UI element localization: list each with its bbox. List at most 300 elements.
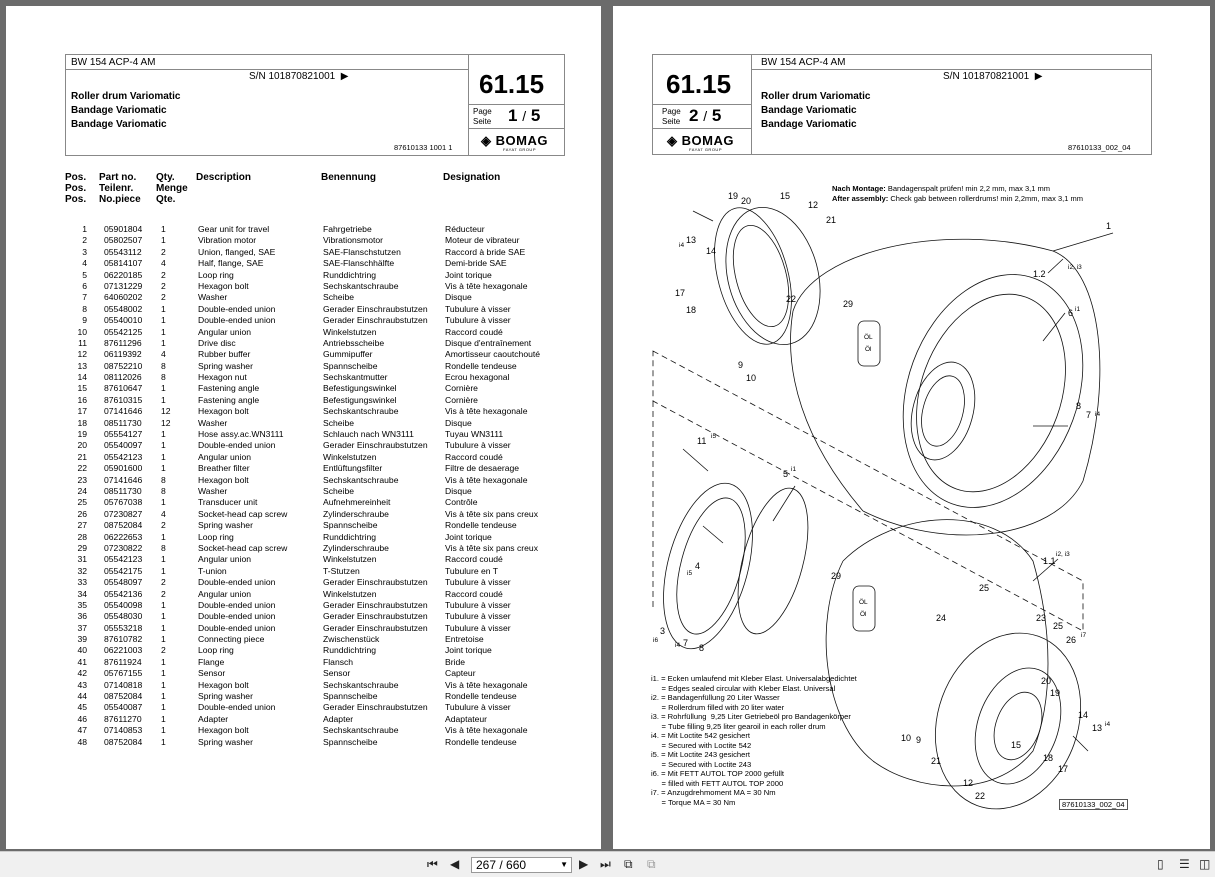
callout-14: 14	[706, 246, 717, 256]
next-page-button[interactable]: ▶	[579, 857, 589, 871]
cell-designation: Cornière	[445, 383, 478, 394]
table-row	[65, 224, 585, 235]
cell-description: Fastening angle	[198, 394, 260, 405]
cell-description: Socket-head cap screw	[198, 542, 288, 553]
cell-pos: 7	[82, 292, 87, 303]
note-line: i6. = Mit FETT AUTOL TOP 2000 gefüllt	[651, 769, 785, 778]
cell-description: Hexagon bolt	[198, 474, 249, 485]
cell-part-no: 08511730	[104, 417, 142, 428]
cell-description: Double-ended union	[198, 611, 276, 622]
cell-qty: 1	[161, 440, 166, 451]
col-desc: Description	[196, 172, 252, 183]
cell-part-no: 05540097	[104, 440, 143, 451]
continuous-view-icon[interactable]: ☰	[1179, 857, 1190, 871]
cell-description: Gear unit for travel	[198, 224, 270, 234]
callout-7-lower: 7	[683, 638, 689, 648]
cell-part-no: 05767038	[104, 497, 143, 508]
col-des: Designation	[443, 172, 501, 183]
callout-23: 23	[1036, 613, 1047, 623]
table-row	[65, 281, 585, 292]
callout-14-lower: 14	[1078, 710, 1089, 720]
cell-description: Double-ended union	[198, 440, 276, 451]
callout-8-lower: 8	[699, 643, 705, 653]
cell-designation: Tubulure à visser	[445, 315, 511, 326]
callout-19-lower: 19	[1050, 688, 1061, 698]
table-row	[65, 372, 585, 383]
note-line: i2. = Bandagenfüllung 20 Liter Wasser	[651, 693, 780, 702]
cell-part-no: 08752084	[104, 691, 143, 702]
table-row	[65, 520, 585, 531]
cell-qty: 1	[161, 531, 166, 542]
callout-24: 24	[936, 613, 947, 623]
callout-22: 22	[786, 294, 797, 304]
table-row	[65, 486, 585, 497]
cell-part-no: 08511730	[104, 485, 142, 496]
table-row	[65, 668, 585, 679]
table-row	[65, 657, 585, 668]
table-row	[65, 645, 585, 656]
note-line: = Secured with Loctite 542	[651, 740, 752, 750]
cell-designation: Rondelle tendeuse	[445, 520, 517, 531]
group-number: 61.15	[479, 69, 545, 99]
table-row	[65, 691, 585, 702]
table-row	[65, 702, 585, 713]
cell-description: Hexagon bolt	[198, 406, 249, 417]
table-row	[65, 475, 585, 486]
cell-designation: Tubulure à visser	[445, 611, 511, 622]
cell-qty: 1	[161, 702, 166, 713]
page-label-de: Seite	[473, 117, 492, 126]
callout-3: 3	[660, 626, 666, 636]
doc-code: 87610133 1001 1	[394, 143, 453, 152]
cell-benennung: Flansch	[323, 656, 354, 667]
cell-designation: Joint torique	[445, 531, 492, 542]
cell-qty: 8	[161, 372, 166, 383]
cell-designation: Raccord à bride SAE	[445, 246, 526, 257]
cell-part-no: 05542125	[104, 326, 143, 337]
cell-qty: 8	[161, 485, 166, 496]
cell-description: Spring washer	[198, 691, 253, 702]
cell-benennung: Fahrgetriebe	[323, 224, 372, 234]
serial-arrow-icon-right: ▶	[1034, 71, 1043, 82]
callout-15-lower: 15	[1011, 740, 1022, 750]
serial-number: S/N 101870821001 ▶	[249, 71, 349, 82]
cell-part-no: 05553218	[104, 622, 143, 633]
table-row	[65, 714, 585, 725]
cell-designation: Joint torique	[445, 645, 492, 656]
cell-benennung: Sechskantschraube	[323, 725, 399, 736]
cell-pos: 10	[77, 326, 87, 337]
table-row	[65, 452, 585, 463]
cell-qty: 1	[161, 303, 166, 314]
table-row	[65, 589, 585, 600]
col-qty: Qty. Menge Qte.	[156, 172, 188, 205]
cell-qty: 4	[161, 349, 166, 360]
cell-qty: 12	[161, 406, 171, 417]
cell-description: Connecting piece	[198, 634, 265, 645]
note-line: i4. = Mit Loctite 542 gesichert	[651, 731, 750, 740]
cell-description: Union, flanged, SAE	[198, 246, 276, 257]
table-row	[65, 270, 585, 281]
last-page-button[interactable]: ⏭	[600, 857, 611, 871]
cell-part-no: 05540098	[104, 599, 143, 610]
cell-benennung: Gerader Einschraubstutzen	[323, 440, 428, 451]
cell-part-no: 05901804	[104, 224, 143, 234]
two-page-view-icon[interactable]: ◫	[1199, 857, 1211, 871]
table-row	[65, 463, 585, 474]
cell-benennung: Scheibe	[323, 485, 355, 496]
serial-number-right: S/N 101870821001 ▶	[943, 71, 1043, 82]
cell-designation: Disque d'entraînement	[445, 337, 532, 348]
cell-part-no: 05542123	[104, 451, 143, 462]
cell-designation: Réducteur	[445, 224, 485, 234]
cell-pos: 19	[77, 429, 87, 440]
callout-26: 26	[1066, 635, 1077, 645]
cell-pos: 14	[77, 372, 87, 383]
callout-11: 11	[697, 436, 707, 446]
cell-pos: 48	[77, 736, 87, 747]
note-line: = Tube filling 9,25 liter gearoil in each roller drum	[651, 721, 826, 731]
cell-description: T-union	[198, 565, 227, 576]
cell-part-no: 07230827	[104, 508, 143, 519]
cell-part-no: 07230822	[104, 542, 143, 553]
assembly-note: Nach Montage: Bandagenspalt prüfen! min 2,2 mm, max 3,1 mm After assembly: Check gab between rollerdrums! min 2,2mm, max 3,1 mm	[832, 184, 1083, 203]
cell-qty: 8	[161, 474, 166, 485]
cell-qty: 1	[161, 634, 166, 645]
cell-qty: 2	[161, 588, 166, 599]
cell-part-no: 08752084	[104, 520, 143, 531]
cell-description: Half, flange, SAE	[198, 258, 264, 269]
cell-designation: Joint torique	[445, 269, 492, 280]
cell-description: Angular union	[198, 588, 252, 599]
callout-i5-4: i5	[687, 570, 693, 577]
cell-qty: 1	[161, 337, 166, 348]
cell-designation: Contrôle	[445, 497, 478, 508]
cell-qty: 4	[161, 258, 166, 269]
page-dropdown-icon[interactable]: ▼	[560, 860, 568, 869]
cell-qty: 2	[161, 280, 166, 291]
table-row	[65, 509, 585, 520]
prev-page-button[interactable]: ◀	[450, 857, 460, 871]
cell-benennung: Entlüftungsfilter	[323, 463, 383, 474]
cell-qty: 1	[161, 611, 166, 622]
oil-label-lower-1: ÖL	[859, 599, 868, 606]
callout-20: 20	[741, 196, 752, 206]
cell-part-no: 07131229	[104, 280, 143, 291]
cell-designation: Cornière	[445, 394, 478, 405]
cell-description: Vibration motor	[198, 235, 257, 246]
cell-benennung: Sechskantschraube	[323, 280, 399, 291]
cell-qty: 2	[161, 520, 166, 531]
cell-description: Transducer unit	[198, 497, 258, 508]
cell-description: Washer	[198, 292, 228, 303]
cell-benennung: Gerader Einschraubstutzen	[323, 702, 428, 713]
page-label-en-right: Page	[662, 107, 681, 116]
cell-description: Hexagon bolt	[198, 280, 249, 291]
cell-designation: Tubulure à visser	[445, 622, 511, 633]
cell-benennung: Spannscheibe	[323, 691, 378, 702]
cell-pos: 28	[77, 531, 87, 542]
cell-pos: 43	[77, 679, 87, 690]
cell-designation: Raccord coudé	[445, 588, 503, 599]
cell-designation: Tuyau WN3111	[445, 429, 504, 440]
cell-designation: Vis à tête hexagonale	[445, 406, 528, 417]
callout-i5-11: i5	[711, 433, 717, 440]
note-line: i3. = Rohrfüllung 9,25 Liter Getriebeöl pro Bandagenkörper	[651, 712, 851, 721]
cell-qty: 2	[161, 246, 166, 257]
cell-qty: 1	[161, 554, 166, 565]
table-row	[65, 315, 585, 326]
cell-pos: 16	[77, 394, 87, 405]
cell-benennung: Sensor	[323, 668, 351, 679]
title-de: Bandage Variomatic	[71, 105, 167, 116]
cell-description: Spring washer	[198, 736, 253, 747]
oil-label-upper-1: ÖL	[864, 334, 873, 341]
table-row	[65, 304, 585, 315]
cell-pos: 35	[77, 599, 87, 610]
cell-qty: 1	[161, 383, 166, 394]
cell-designation: Tubulure à visser	[445, 303, 511, 314]
callout-i4-7: i4	[1095, 411, 1101, 418]
cell-designation: Rondelle tendeuse	[445, 736, 517, 747]
table-row	[65, 383, 585, 394]
cell-designation: Raccord coudé	[445, 451, 503, 462]
cell-part-no: 08752210	[104, 360, 143, 371]
cell-benennung: Gerader Einschraubstutzen	[323, 303, 428, 314]
cell-part-no: 06119392	[104, 349, 142, 360]
cell-part-no: 08752084	[104, 736, 143, 747]
cell-pos: 27	[77, 520, 87, 531]
rotate-icon[interactable]: ⧉	[624, 857, 633, 871]
left-header-box	[65, 54, 565, 156]
cell-benennung: Sechskantschraube	[323, 406, 399, 417]
bomag-logo-icon-right: ◈	[667, 133, 678, 148]
cell-designation: Raccord coudé	[445, 554, 503, 565]
table-row	[65, 395, 585, 406]
cell-pos: 32	[77, 565, 87, 576]
cell-pos: 46	[77, 713, 87, 724]
cell-pos: 23	[77, 474, 87, 485]
cell-description: Fastening angle	[198, 383, 260, 394]
callout-i6: i6	[653, 637, 659, 644]
callout-1-2: 1.2	[1033, 269, 1046, 279]
cell-benennung: Gerader Einschraubstutzen	[323, 599, 428, 610]
single-page-view-icon[interactable]: ▯	[1157, 857, 1164, 871]
callout-5: 5	[783, 469, 789, 479]
callout-13-lower: 13	[1092, 723, 1103, 733]
cell-benennung: Gerader Einschraubstutzen	[323, 315, 428, 326]
cell-part-no: 05554127	[104, 429, 143, 440]
cell-designation: Rondelle tendeuse	[445, 691, 517, 702]
cell-designation: Tubulure à visser	[445, 440, 511, 451]
table-row	[65, 554, 585, 565]
callout-20-lower: 20	[1041, 676, 1052, 686]
cell-pos: 4	[82, 258, 87, 269]
cell-qty: 1	[161, 668, 166, 679]
title-en: Roller drum Variomatic	[71, 91, 181, 102]
cell-part-no: 05540087	[104, 702, 143, 713]
cell-pos: 26	[77, 508, 87, 519]
note-line: i7. = Anzugdrehmoment MA = 30 Nm	[651, 788, 776, 797]
page-indicator-right: 2 / 5	[689, 106, 722, 125]
cell-pos: 18	[77, 417, 87, 428]
callout-18: 18	[686, 305, 697, 315]
cell-pos: 22	[77, 463, 87, 474]
cell-part-no: 05540010	[104, 315, 143, 326]
bomag-logo-right: ◈ BOMAG FAYAT GROUP	[667, 133, 734, 152]
callout-18-lower: 18	[1043, 753, 1054, 763]
cell-benennung: Zylinderschraube	[323, 542, 389, 553]
callout-21-lower: 21	[931, 756, 942, 766]
cell-qty: 1	[161, 451, 166, 462]
note-line: = filled with FETT AUTOL TOP 2000	[651, 778, 784, 788]
cell-qty: 1	[161, 736, 166, 747]
cell-pos: 12	[77, 349, 87, 360]
cell-designation: Vis à tête six pans creux	[445, 542, 538, 553]
copy-icon[interactable]: ⧉	[647, 857, 656, 871]
cell-pos: 37	[77, 622, 87, 633]
page-number-input[interactable]: 267 / 660 ▼	[471, 857, 572, 873]
cell-part-no: 05814107	[104, 258, 143, 269]
figure-code: 87610133_002_04	[1059, 799, 1128, 810]
callout-8: 8	[1076, 401, 1082, 411]
table-row	[65, 292, 585, 303]
doc-code-right: 87610133_002_04	[1068, 143, 1131, 152]
table-row	[65, 497, 585, 508]
cell-qty: 1	[161, 429, 166, 440]
cell-part-no: 64060202	[104, 292, 143, 303]
callout-4: 4	[695, 561, 701, 571]
cell-part-no: 06222653	[104, 531, 143, 542]
callout-19: 19	[728, 191, 739, 201]
cell-benennung: Winkelstutzen	[323, 588, 377, 599]
cell-pos: 2	[82, 235, 87, 246]
table-row	[65, 247, 585, 258]
cell-description: Hexagon bolt	[198, 725, 249, 736]
cell-benennung: Gerader Einschraubstutzen	[323, 577, 428, 588]
right-page	[613, 6, 1210, 849]
cell-designation: Entretoise	[445, 634, 484, 645]
table-row	[65, 349, 585, 360]
cell-benennung: Adapter	[323, 713, 354, 724]
cell-qty: 1	[161, 713, 166, 724]
cell-designation: Disque	[445, 292, 472, 303]
cell-benennung: Winkelstutzen	[323, 326, 377, 337]
col-ben: Benennung	[321, 172, 376, 183]
cell-pos: 15	[77, 383, 87, 394]
cell-description: Double-ended union	[198, 702, 276, 713]
cell-benennung: Aufnehmereinheit	[323, 497, 391, 508]
table-row	[65, 543, 585, 554]
oil-label-lower-2: Öl	[860, 611, 867, 618]
cell-description: Loop ring	[198, 645, 234, 656]
cell-description: Flange	[198, 656, 225, 667]
table-row	[65, 406, 585, 417]
cell-benennung: Befestigungswinkel	[323, 383, 397, 394]
cell-qty: 1	[161, 394, 166, 405]
cell-designation: Vis à tête six pans creux	[445, 508, 538, 519]
table-row	[65, 532, 585, 543]
cell-benennung: Winkelstutzen	[323, 554, 377, 565]
cell-benennung: SAE-Flanschhälfte	[323, 258, 395, 269]
page-indicator: 1 / 5	[508, 106, 541, 125]
title-en-right: Roller drum Variomatic	[761, 91, 871, 102]
callout-i1-5: i1	[791, 466, 797, 473]
cell-description: Loop ring	[198, 531, 234, 542]
table-row	[65, 440, 585, 451]
cell-pos: 17	[77, 406, 87, 417]
right-header-box	[652, 54, 1152, 155]
cell-description: Spring washer	[198, 360, 253, 371]
table-row	[65, 611, 585, 622]
cell-designation: Tubulure en T	[445, 565, 499, 576]
cell-description: Washer	[198, 485, 228, 496]
left-page	[6, 6, 601, 849]
callout-29-upper: 29	[843, 299, 854, 309]
cell-description: Angular union	[198, 451, 252, 462]
bomag-logo: ◈ BOMAG FAYAT GROUP	[481, 133, 548, 152]
cell-qty: 1	[161, 565, 166, 576]
cell-part-no: 05548030	[104, 611, 143, 622]
cell-description: Angular union	[198, 554, 252, 565]
cell-pos: 31	[77, 554, 87, 565]
cell-benennung: Gummipuffer	[323, 349, 373, 360]
table-row	[65, 577, 585, 588]
callout-9: 9	[738, 360, 744, 370]
cell-description: Breather filter	[198, 463, 250, 474]
callout-1: 1	[1106, 221, 1112, 231]
callout-6: 6	[1068, 308, 1074, 318]
callout-10-lower: 10	[901, 733, 912, 743]
table-row	[65, 737, 585, 748]
cell-benennung: Spannscheibe	[323, 736, 378, 747]
cell-pos: 24	[77, 485, 87, 496]
cell-description: Socket-head cap screw	[198, 508, 288, 519]
cell-description: Sensor	[198, 668, 226, 679]
cell-benennung: Gerader Einschraubstutzen	[323, 611, 428, 622]
callout-25b: 25	[1053, 621, 1064, 631]
cell-pos: 9	[82, 315, 87, 326]
cell-designation: Vis à tête hexagonale	[445, 280, 528, 291]
cell-designation: Capteur	[445, 668, 476, 679]
cell-description: Adapter	[198, 713, 229, 724]
cell-pos: 1	[82, 224, 87, 234]
cell-designation: Adaptateur	[445, 713, 488, 724]
serial-arrow-icon: ▶	[340, 71, 349, 82]
cell-qty: 1	[161, 599, 166, 610]
group-number-right: 61.15	[666, 69, 732, 99]
cell-benennung: Winkelstutzen	[323, 451, 377, 462]
callout-i7: i7	[1081, 632, 1087, 639]
cell-qty: 2	[161, 269, 166, 280]
first-page-button[interactable]: ⏮	[427, 857, 438, 871]
table-row	[65, 566, 585, 577]
cell-qty: 2	[161, 292, 166, 303]
cell-designation: Disque	[445, 417, 472, 428]
cell-designation: Bride	[445, 656, 466, 667]
cell-pos: 44	[77, 691, 87, 702]
table-row	[65, 361, 585, 372]
callout-i4-7-lower: i4	[675, 642, 681, 649]
cell-benennung: Sechskantschraube	[323, 679, 399, 690]
cell-qty: 1	[161, 497, 166, 508]
table-row	[65, 600, 585, 611]
note-line: = Edges sealed circular with Kleber Elast. Universal	[651, 683, 836, 693]
cell-designation: Tubulure à visser	[445, 702, 511, 713]
table-row	[65, 429, 585, 440]
cell-qty: 1	[161, 235, 166, 246]
cell-part-no: 08112026	[104, 372, 142, 383]
